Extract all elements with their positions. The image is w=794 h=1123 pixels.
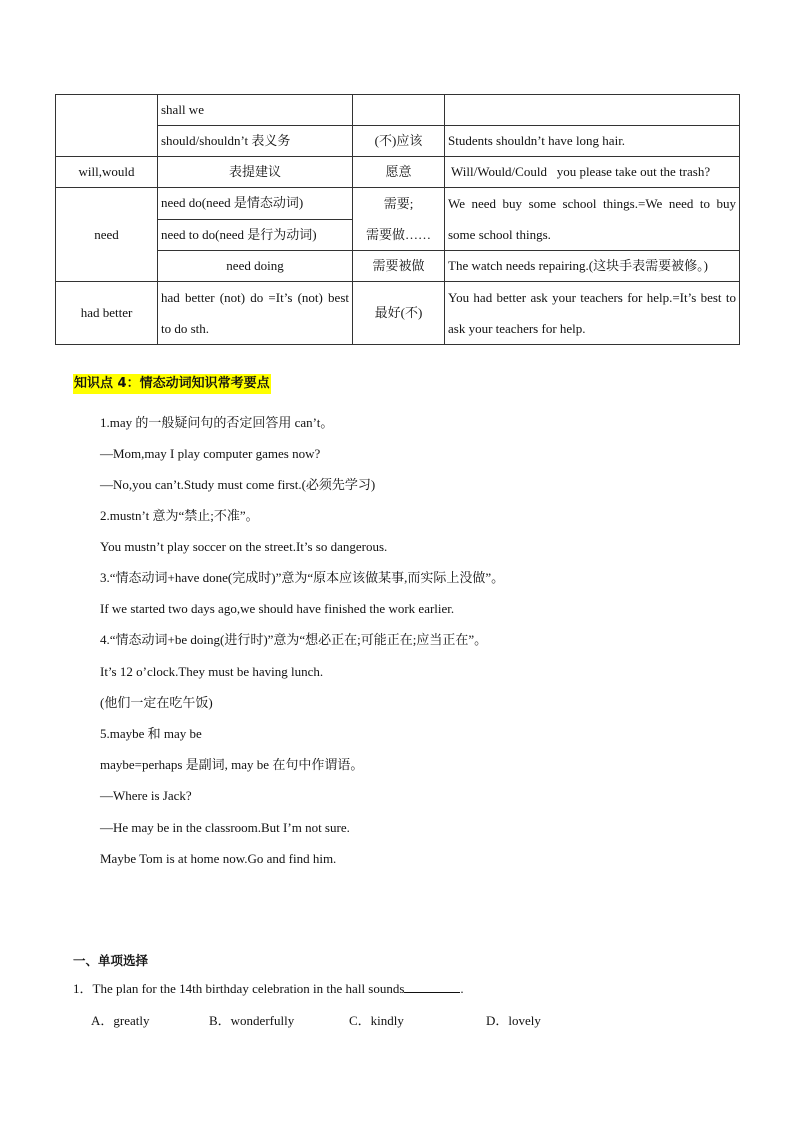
table-cell: The watch needs repairing.(这块手表需要被修。) [445,251,740,282]
table-cell: (不)应该 [353,126,445,157]
exercise-heading: 一、单项选择 [73,953,149,968]
table-row [56,251,740,282]
section-heading: 知识点 4：情态动词知识常考要点 [73,374,271,394]
table-row [56,282,740,345]
note-line: You mustn’t play soccer on the street.It’s so dangerous. [100,539,388,554]
table-cell: shall we [158,95,353,126]
note-line: Maybe Tom is at home now.Go and find him. [100,851,337,866]
note-line: —Mom,may I play computer games now? [100,446,321,461]
note-line: It’s 12 o’clock.They must be having lunch. [100,664,324,679]
note-line: —Where is Jack? [100,788,192,803]
option-c[interactable]: C．kindly [349,1013,404,1028]
table-cell: 愿意 [353,157,445,188]
table-cell [56,95,158,157]
table-cell: Students shouldn’t have long hair. [445,126,740,157]
note-line: —No,you can’t.Study must come first.(必须先学习) [100,477,376,492]
table-cell: 最好(不) [353,282,445,345]
question-end: . [460,981,464,996]
answer-blank[interactable] [404,980,460,993]
note-line: 2.mustn’t 意为“禁止;不准”。 [100,508,259,523]
table-row [56,188,740,220]
note-line: 4.“情态动词+be doing(进行时)”意为“想必正在;可能正在;应当正在”。 [100,632,488,647]
table-cell: 需要被做 [353,251,445,282]
table-cell [353,95,445,126]
table-row [56,157,740,188]
question-text: 1．The plan for the 14th birthday celebration in the hall sounds [73,981,405,996]
table-cell: Will/Would/Could you please take out the trash? [445,157,740,188]
note-line: 5.maybe 和 may be [100,726,202,741]
note-line: (他们一定在吃午饭) [100,695,213,710]
table-cell [445,95,740,126]
table-cell: will,would [56,157,158,188]
table-row [56,95,740,126]
table-cell: need to do(need 是行为动词) [158,219,353,251]
note-line: 3.“情态动词+have done(完成时)”意为“原本应该做某事,而实际上没做”。 [100,570,505,585]
table-cell: need [56,188,158,282]
table-row [56,126,740,157]
table-cell: should/shouldn’t 表义务 [158,126,353,157]
note-line: 1.may 的一般疑问句的否定回答用 can’t。 [100,415,334,430]
option-a[interactable]: A．greatly [91,1013,150,1028]
table-cell: had better (not) do =It’s (not) best to do sth. [158,282,353,345]
option-b[interactable]: B．wonderfully [209,1013,295,1028]
table-cell: need doing [158,251,353,282]
option-d[interactable]: D．lovely [486,1013,541,1028]
table-cell: 需要; 需要做…… [353,188,445,251]
table-cell: We need buy some school things.=We need to buy some school things. [445,188,740,251]
grammar-table [55,94,740,345]
note-line: If we started two days ago,we should have finished the work earlier. [100,601,455,616]
table-cell: You had better ask your teachers for help.=It’s best to ask your teachers for help. [445,282,740,345]
question [73,978,464,997]
note-line: maybe=perhaps 是副词, may be 在句中作谓语。 [100,757,364,772]
table-cell: 表提建议 [158,157,353,188]
note-line: —He may be in the classroom.But I’m not sure. [100,820,350,835]
table-cell: need do(need 是情态动词) [158,188,353,220]
table-cell: had better [56,282,158,345]
